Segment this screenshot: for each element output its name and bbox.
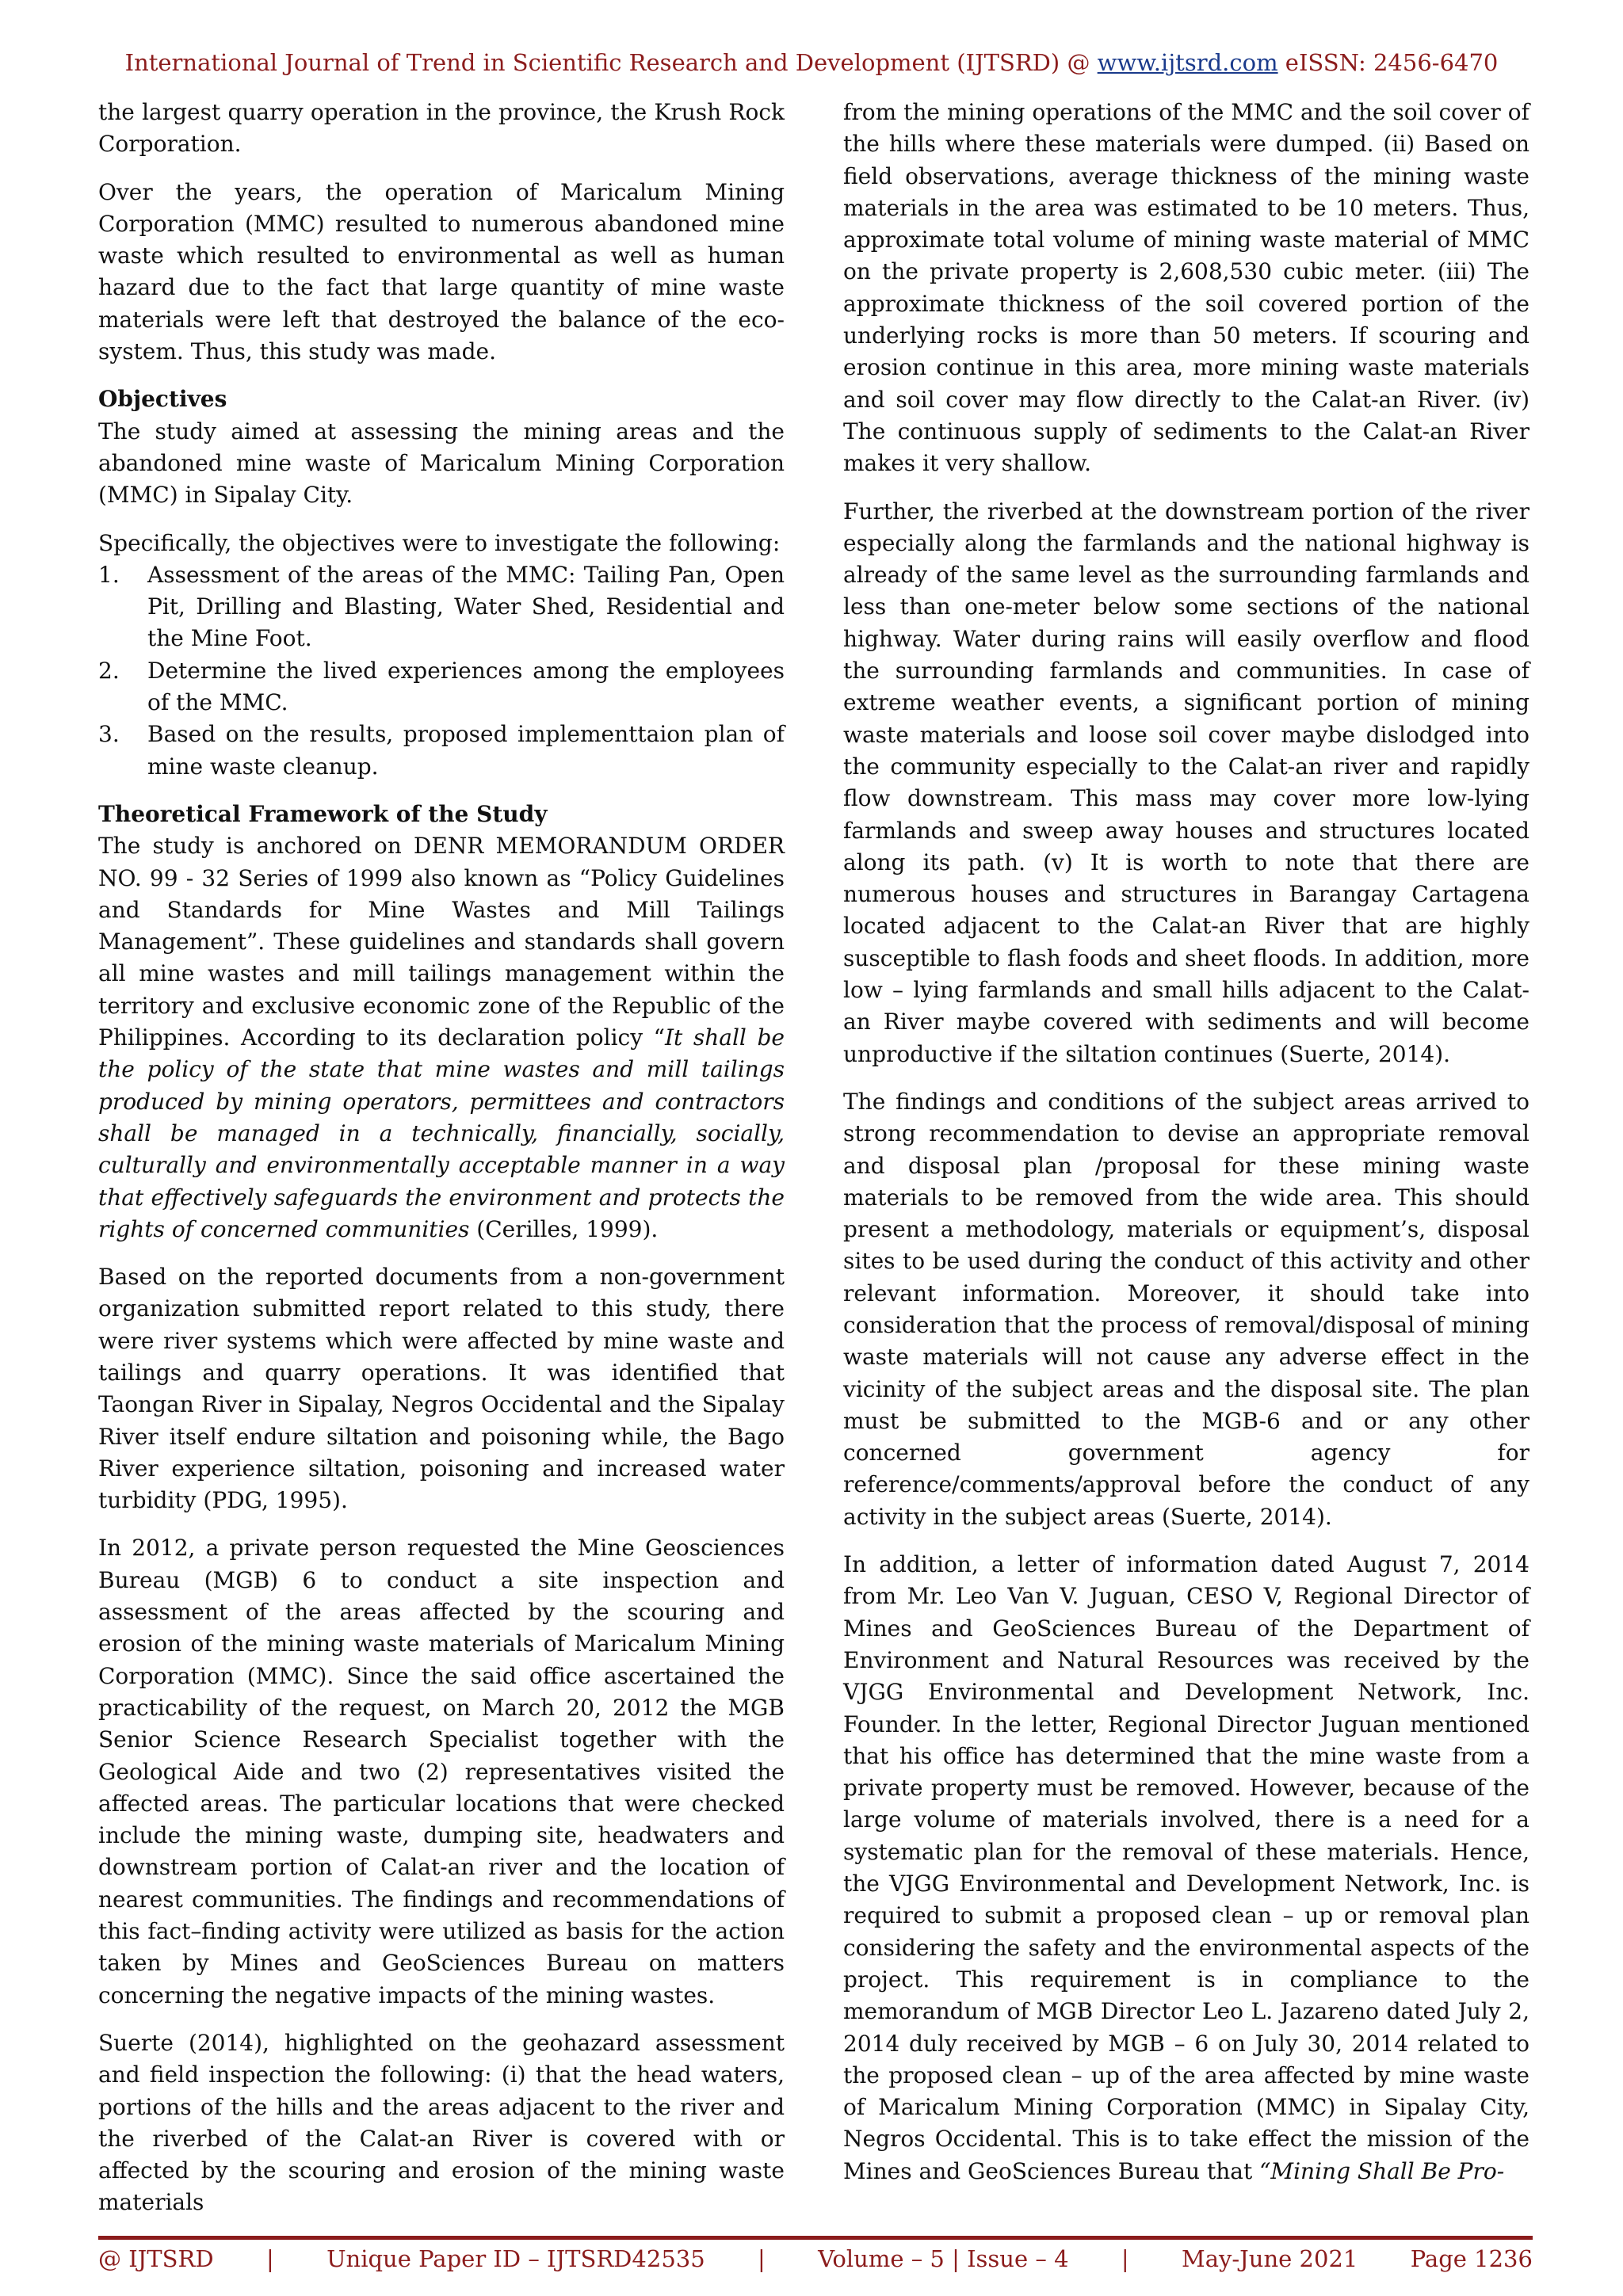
mission-quote: “Mining Shall Be Pro- [1259, 2157, 1505, 2184]
list-text: Determine the lived experiences among the employees of the MMC. [147, 657, 785, 716]
text-run: The study is anchored on DENR MEMORANDUM ORDER NO. 99 - 32 Series of 1999 also known as “Policy Guidelines and Standards for Mine Wastes and Mill Tailings Management”. These guidelines and standards shall govern all mine wastes and mill tailings management within the territory and exclusive economic zone of the Republic of the Philippines. According to its declaration policy “ [98, 833, 785, 1051]
left-column [98, 97, 785, 2219]
footer-separator: | [1121, 2245, 1129, 2272]
paragraph: Specifically, the objectives were to investigate the following: [98, 529, 781, 556]
list-item [98, 719, 785, 783]
text-run: In addition, a letter of information dated August 7, 2014 from Mr. Leo Van V. Juguan, CESO V, Regional Director of Mines and GeoSciences Bureau of the Department of Environment and Natural Resources was received by the VJGG Environmental and Development Network, Inc. Founder. In the letter, Regional Director Juguan mentioned that his office has determined that the mine waste from a private property must be removed. However, because of the large volume of materials involved, there is a need for a systematic plan for the removal of these materials. Hence, the VJGG Environmental and Development Network, Inc. is required to submit a proposed clean – up or removal plan considering the safety and the environmental aspects of the project. This requirement is in compliance to the memorandum of MGB Director Leo L. Jazareno dated July 2, 2014 duly received by MGB – 6 on July 30, 2014 related to the proposed clean – up of the area affected by mine waste of Maricalum Mining Corporation (MMC) in Sipalay City, Negros Occidental. This is to take effect the mission of the Mines and GeoSciences Bureau that [843, 1551, 1529, 2184]
running-header [0, 49, 1623, 76]
paragraph: Suerte (2014), highlighted on the geohazard assessment and field inspection the following: (i) that the head waters, portions of the hills and the areas adjacent to the river and the riverbed of the Calat-an River is covered with or affected by the scouring and erosion of the mining waste materials [98, 2029, 785, 2216]
section-heading-theoretical-framework: Theoretical Framework of the Study [98, 800, 548, 827]
footer-separator: | [265, 2245, 274, 2272]
paragraph [843, 1549, 1529, 2187]
section-heading-objectives: Objectives [98, 386, 227, 413]
quoted-policy: It shall be the policy of the state that mine wastes and mill tailings produced by mining operators, permittees and contractors shall be managed in a technically, financially, socially, culturally and environmentally acceptable manner in a way that effectively safeguards the environment and protects the rights of concerned communities [98, 1024, 785, 1242]
paragraph: The study aimed at assessing the mining areas and the abandoned mine waste of Maricalum Mining Corporation (MMC) in Sipalay City. [98, 418, 785, 509]
citation: (Cerilles, 1999). [469, 1215, 659, 1242]
list-item [98, 655, 785, 719]
list-text: Based on the results, proposed implementtaion plan of mine waste cleanup. [147, 721, 785, 780]
paragraph: In 2012, a private person requested the Mine Geosciences Bureau (MGB) 6 to conduct a site inspection and assessment of the areas affected by the scouring and erosion of the mining waste materials of Maricalum Mining Corporation (MMC). Since the said office ascertained the practicability of the request, on March 20, 2012 the MGB Senior Science Research Specialist together with the Geological Aide and two (2) representatives visited the affected areas. The particular locations that were checked include the mining waste, dumping site, headwaters and downstream portion of Calat-an river and the location of nearest communities. The findings and recommendations of this fact–finding activity were utilized as basis for the action taken by Mines and GeoSciences Bureau on matters concerning the negative impacts of the mining wastes. [98, 1535, 785, 2008]
footer-page-number: Page 1236 [1410, 2245, 1533, 2272]
journal-issn: eISSN: 2456-6470 [1277, 49, 1499, 76]
running-footer [98, 2245, 1533, 2272]
paragraph [98, 830, 785, 1245]
footer-rule [98, 2236, 1533, 2240]
paragraph: Over the years, the operation of Maricalum Mining Corporation (MMC) resulted to numerous abandoned mine waste which resulted to environmental as well as human hazard due to the fact that large quantity of mine waste materials were left that destroyed the balance of the eco-system. Thus, this study was made. [98, 178, 785, 365]
paragraph: Further, the riverbed at the downstream portion of the river especially along the farmlands and the national highway is already of the same level as the surrounding farmlands and less than one-meter below some sections of the national highway. Water during rains will easily overflow and flood the surrounding farmlands and communities. In case of extreme weather events, a significant portion of mining waste materials and loose soil cover maybe dislodged into the community especially to the Calat-an river and rapidly flow downstream. This mass may cover more low-lying farmlands and sweep away houses and structures located along its path. (v) It is worth to note that there are numerous houses and structures in Barangay Cartagena located adjacent to the Calat-an River that are highly susceptible to flash foods and sheet floods. In addition, more low – lying farmlands and small hills adjacent to the Calat-an River maybe covered with sediments and will become unproductive if the siltation continues (Suerte, 2014). [843, 498, 1529, 1067]
paragraph: the largest quarry operation in the province, the Krush Rock Corporation. [98, 99, 785, 158]
objectives-list [98, 559, 785, 783]
paragraph: Based on the reported documents from a non-government organization submitted report related to this study, there were river systems which were affected by mine waste and tailings and quarry operations. It was identified that Taongan River in Sipalay, Negros Occidental and the Sipalay River itself endure siltation and poisoning while, the Bago River experience siltation, poisoning and increased water turbidity (PDG, 1995). [98, 1264, 785, 1514]
footer-separator: | [758, 2245, 766, 2272]
footer-journal: @ IJTSRD [98, 2245, 214, 2272]
paragraph: from the mining operations of the MMC and the soil cover of the hills where these materials were dumped. (ii) Based on field observations, average thickness of the mining waste materials in the area was estimated to be 10 meters. Thus, approximate total volume of mining waste material of MMC on the private property is 2,608,530 cubic meter. (iii) The approximate thickness of the soil covered portion of the underlying rocks is more than 50 meters. If scouring and erosion continue in this area, more mining waste materials and soil cover may flow directly to the Calat-an River. (iv) The continuous supply of sediments to the Calat-an River makes it very shallow. [843, 99, 1529, 477]
list-text: Assessment of the areas of the MMC: Tailing Pan, Open Pit, Drilling and Blasting, Water Shed, Residential and the Mine Foot. [147, 561, 785, 652]
journal-url-link[interactable]: www.ijtsrd.com [1097, 49, 1278, 76]
list-number: 3. [98, 721, 120, 748]
journal-name: International Journal of Trend in Scientific Research and Development (IJTSRD) @ [124, 49, 1098, 76]
footer-volume-issue: Volume – 5 | Issue – 4 [818, 2245, 1069, 2272]
list-item [98, 559, 785, 655]
footer-paper-id: Unique Paper ID – IJTSRD42535 [327, 2245, 705, 2272]
footer-date: May-June 2021 [1182, 2245, 1358, 2272]
list-number: 2. [98, 657, 120, 684]
right-column [843, 97, 1529, 2187]
paragraph: The findings and conditions of the subject areas arrived to strong recommendation to devise an appropriate removal and disposal plan /proposal for these mining waste materials to be removed from the wide area. This should present a methodology, materials or equipment’s, disposal sites to be used during the conduct of this activity and other relevant information. Moreover, it should take into consideration that the process of removal/disposal of mining waste materials will not cause any adverse effect in the vicinity of the subject areas and the disposal site. The plan must be submitted to the MGB-6 and or any other concerned government agency for reference/comments/approval before the conduct of any activity in the subject areas (Suerte, 2014). [843, 1088, 1529, 1530]
list-number: 1. [98, 561, 120, 588]
